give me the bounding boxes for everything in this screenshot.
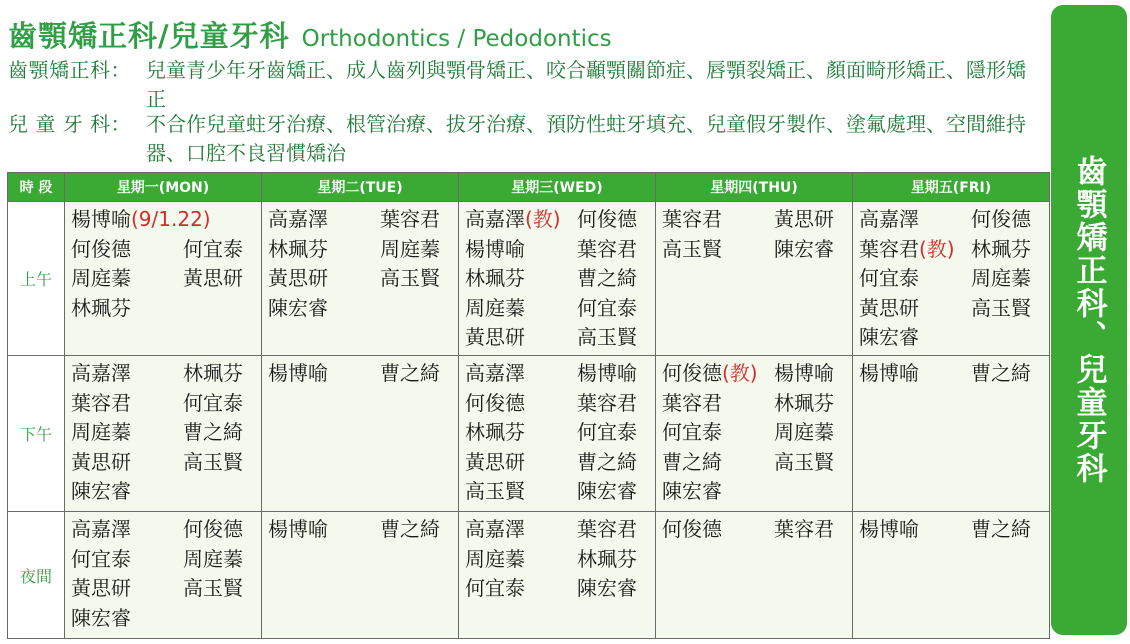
doctor-name: 何宜泰 <box>859 266 919 290</box>
doctor-list <box>853 512 1049 545</box>
doctor-name: 林珮芬 <box>268 236 328 261</box>
schedule-cell-tue <box>262 202 459 356</box>
doctor-note: (9/1.22) <box>131 207 211 231</box>
schedule-cell-mon <box>65 202 262 356</box>
page-title <box>8 14 612 55</box>
doctor-name: 陳宏睿 <box>268 295 328 320</box>
doctor-name: 高嘉澤 <box>465 361 525 385</box>
description-label: 齒顎矯正科： <box>8 58 131 82</box>
doctor-name: 楊博喻 <box>859 361 919 385</box>
schedule-cell-fri <box>853 356 1050 512</box>
schedule-cell-wed <box>459 202 656 356</box>
doctor-name: 高玉賢 <box>662 236 722 261</box>
doctor-list <box>459 356 655 507</box>
doctor-list <box>65 512 261 633</box>
header-tue: 星期二(TUE) <box>262 173 459 202</box>
doctor-list <box>853 356 1049 389</box>
title-chinese: 齒顎矯正科/兒童牙科 <box>8 19 290 53</box>
doctor-name: 陳宏睿 <box>71 605 131 630</box>
doctor-name: 高玉賢 <box>774 449 834 474</box>
doctor-name: 楊博喻 <box>465 236 525 261</box>
description-label: 兒 童 牙 科： <box>8 112 132 136</box>
doctor-name: 曹之綺 <box>577 266 637 290</box>
header-period: 時 段 <box>8 173 65 202</box>
doctor-name: 周庭蓁 <box>971 266 1031 290</box>
doctor-list <box>459 202 655 353</box>
doctor-name: 葉容君 <box>577 390 637 415</box>
doctor-name: 高嘉澤 <box>71 517 131 541</box>
schedule-header-row <box>8 173 1050 202</box>
doctor-name: 何宜泰 <box>71 546 131 571</box>
doctor-name: 周庭蓁 <box>71 420 131 444</box>
doctor-name: 葉容君 <box>380 207 440 231</box>
doctor-name <box>662 359 774 389</box>
doctor-name: 葉容君 <box>662 207 722 231</box>
period-label: 夜間 <box>8 512 65 639</box>
doctor-name: 曹之綺 <box>183 420 243 444</box>
schedule-cell-mon <box>65 512 262 639</box>
doctor-name <box>465 205 577 235</box>
doctor-name <box>859 235 971 265</box>
title-english: Orthodontics / Pedodontics <box>301 26 612 52</box>
doctor-name: 陳宏睿 <box>577 576 637 600</box>
doctor-name: 何宜泰 <box>465 576 525 600</box>
doctor-name: 陳宏睿 <box>71 479 131 503</box>
doctor-name: 高玉賢 <box>971 295 1031 320</box>
doctor-list <box>656 356 852 507</box>
doctor-name: 葉容君 <box>774 517 834 541</box>
doctor-name: 黃思研 <box>774 207 834 231</box>
doctor-name: 陳宏睿 <box>577 479 637 503</box>
doctor-name: 曹之綺 <box>380 517 440 541</box>
doctor-name: 高嘉澤 <box>268 207 328 231</box>
schedule-cell-tue <box>262 356 459 512</box>
doctor-name: 黃思研 <box>183 266 243 290</box>
doctor-name: 高玉賢 <box>183 576 243 600</box>
department-sidebar <box>1051 5 1127 635</box>
doctor-name <box>71 205 267 235</box>
doctor-name: 葉容君 <box>662 390 722 415</box>
schedule-cell-mon <box>65 356 262 512</box>
header-wed: 星期三(WED) <box>459 173 656 202</box>
doctor-name: 林珮芬 <box>577 546 637 571</box>
doctor-name-text: 何俊德 <box>662 361 722 385</box>
doctor-name: 林珮芬 <box>465 266 525 290</box>
doctor-name: 何宜泰 <box>183 236 243 261</box>
doctor-name: 陳宏睿 <box>662 479 722 503</box>
description-text: 兒童青少年牙齒矯正、成人齒列與顎骨矯正、咬合顳顎關節症、唇顎裂矯正、顏面畸形矯正、隱形矯正 <box>146 58 1026 111</box>
doctor-name: 葉容君 <box>577 236 637 261</box>
doctor-list <box>656 202 852 264</box>
doctor-name-text: 高嘉澤 <box>465 207 525 231</box>
doctor-name: 周庭蓁 <box>465 295 525 320</box>
doctor-name: 楊博喻 <box>268 361 328 385</box>
doctor-note: (教) <box>919 236 955 261</box>
schedule-cell-fri <box>853 202 1050 356</box>
doctor-name: 曹之綺 <box>380 361 440 385</box>
doctor-name: 楊博喻 <box>268 517 328 541</box>
doctor-name-text: 葉容君 <box>859 236 919 261</box>
doctor-name: 周庭蓁 <box>380 236 440 261</box>
doctor-name: 高嘉澤 <box>71 361 131 385</box>
doctor-list <box>262 202 458 323</box>
doctor-name: 楊博喻 <box>859 517 919 541</box>
doctor-name: 林珮芬 <box>465 420 525 444</box>
doctor-list <box>262 512 458 545</box>
doctor-name: 黃思研 <box>71 576 131 600</box>
period-label: 上午 <box>8 202 65 356</box>
schedule-cell-fri <box>853 512 1050 639</box>
doctor-name: 周庭蓁 <box>183 546 243 571</box>
doctor-name: 陳宏睿 <box>774 236 834 261</box>
doctor-name: 高玉賢 <box>465 479 525 503</box>
schedule-cell-tue <box>262 512 459 639</box>
doctor-list <box>262 356 458 389</box>
doctor-list <box>853 202 1049 353</box>
doctor-name: 曹之綺 <box>971 517 1031 541</box>
doctor-name: 林珮芬 <box>971 236 1031 261</box>
doctor-name: 黃思研 <box>465 325 525 349</box>
doctor-name: 何俊德 <box>577 207 637 231</box>
doctor-name: 葉容君 <box>71 390 131 415</box>
doctor-list <box>65 202 261 323</box>
doctor-name: 何俊德 <box>183 517 243 541</box>
schedule-row <box>8 202 1050 356</box>
doctor-name: 楊博喻 <box>577 361 637 385</box>
doctor-name: 曹之綺 <box>971 361 1031 385</box>
doctor-name: 林珮芬 <box>71 295 131 320</box>
schedule-table <box>7 172 1050 639</box>
doctor-name: 林珮芬 <box>183 361 243 385</box>
description-text: 不合作兒童蛀牙治療、根管治療、拔牙治療、預防性蛀牙填充、兒童假牙製作、塗氟處理、空間維持器、口腔不良習慣矯治 <box>146 112 1026 165</box>
doctor-name: 曹之綺 <box>577 449 637 474</box>
doctor-name: 葉容君 <box>577 517 637 541</box>
doctor-name: 何宜泰 <box>183 390 243 415</box>
doctor-name: 黃思研 <box>268 266 328 290</box>
doctor-name: 黃思研 <box>465 449 525 474</box>
period-label: 下午 <box>8 356 65 512</box>
schedule-row <box>8 512 1050 639</box>
doctor-name: 高玉賢 <box>183 449 243 474</box>
doctor-name: 高玉賢 <box>380 266 440 290</box>
header-mon: 星期一(MON) <box>65 173 262 202</box>
doctor-name: 高玉賢 <box>577 325 637 349</box>
doctor-name: 黃思研 <box>859 295 919 320</box>
doctor-name: 楊博喻 <box>774 361 834 385</box>
doctor-name: 周庭蓁 <box>465 546 525 571</box>
doctor-name: 林珮芬 <box>774 390 834 415</box>
schedule-cell-thu <box>656 512 853 639</box>
doctor-name: 周庭蓁 <box>774 420 834 444</box>
doctor-note: (教) <box>525 207 561 231</box>
doctor-list <box>656 512 852 545</box>
schedule-row <box>8 356 1050 512</box>
schedule-cell-thu <box>656 202 853 356</box>
doctor-name: 曹之綺 <box>662 449 722 474</box>
schedule-cell-wed <box>459 356 656 512</box>
doctor-name: 何俊德 <box>971 207 1031 231</box>
doctor-name: 高嘉澤 <box>465 517 525 541</box>
schedule-cell-thu <box>656 356 853 512</box>
doctor-name: 周庭蓁 <box>71 266 131 290</box>
doctor-list <box>459 512 655 604</box>
doctor-name: 高嘉澤 <box>859 207 919 231</box>
doctor-name: 何宜泰 <box>577 295 637 320</box>
doctor-name: 黃思研 <box>71 449 131 474</box>
doctor-name: 何俊德 <box>465 390 525 415</box>
doctor-note: (教) <box>722 361 758 385</box>
header-thu: 星期四(THU) <box>656 173 853 202</box>
header-fri: 星期五(FRI) <box>853 173 1050 202</box>
doctor-name: 陳宏睿 <box>859 325 919 349</box>
doctor-name: 何宜泰 <box>662 420 722 444</box>
doctor-name: 何俊德 <box>662 517 722 541</box>
doctor-list <box>65 356 261 507</box>
sidebar-label: 齒顎矯正科、兒童牙科 <box>1070 155 1107 485</box>
schedule-cell-wed <box>459 512 656 639</box>
doctor-name: 何宜泰 <box>577 420 637 444</box>
doctor-name: 何俊德 <box>71 236 131 261</box>
doctor-name-text: 楊博喻 <box>71 207 131 231</box>
